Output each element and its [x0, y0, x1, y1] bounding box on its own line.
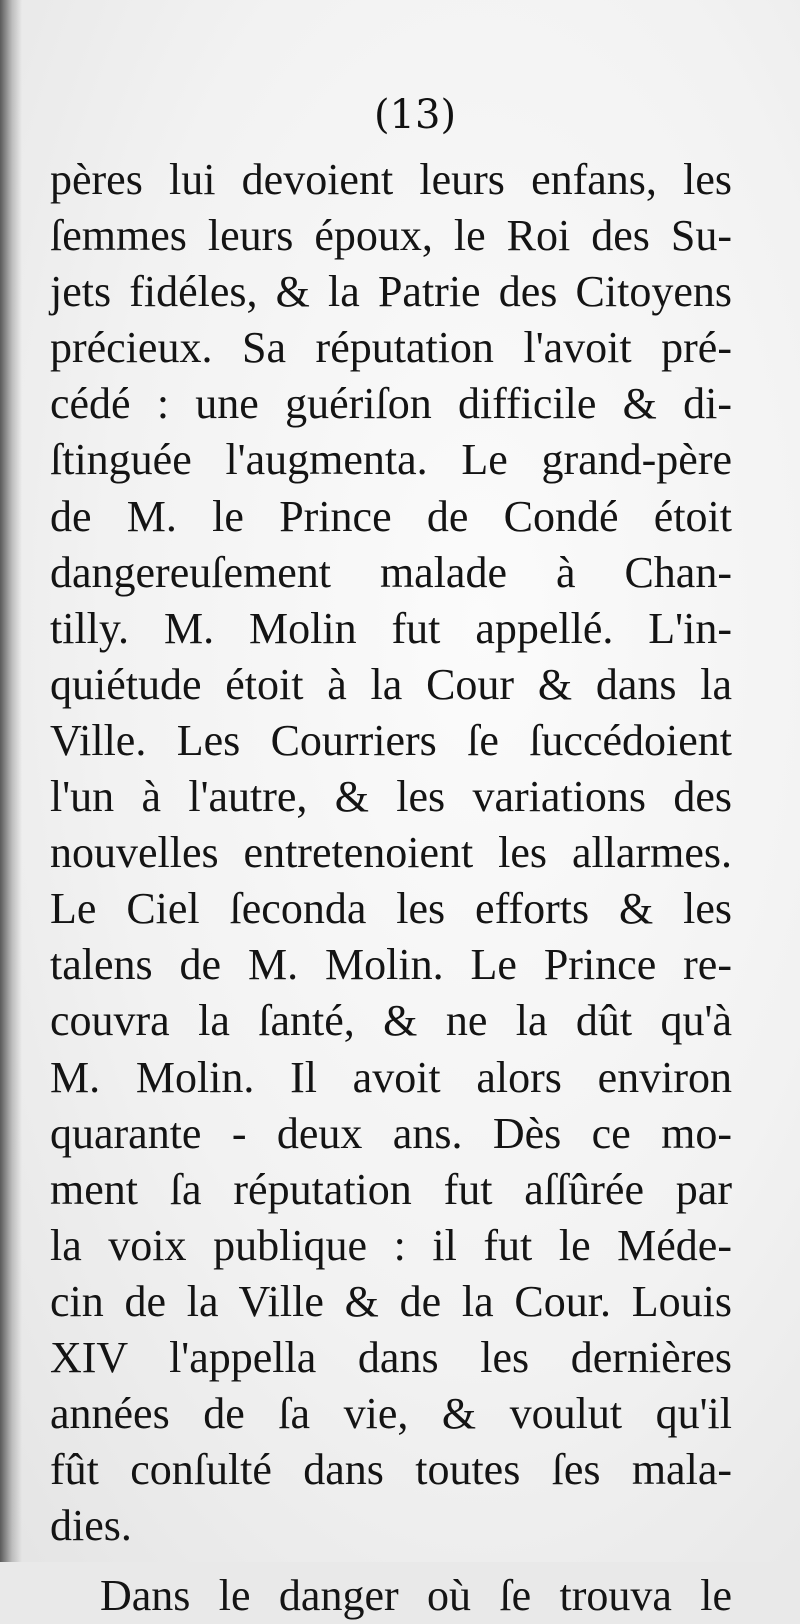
text-line: précieux. Sa réputation l'avoit pré- — [50, 323, 732, 373]
text-line: l'un à l'autre, & les variations des — [50, 772, 732, 822]
text-line: années de ſa vie, & voulut qu'il — [50, 1389, 732, 1439]
text-line: XIV l'appella dans les dernières — [50, 1332, 732, 1382]
text-line: fût conſulté dans toutes ſes mala- — [50, 1445, 732, 1495]
text-line: de M. le Prince de Condé étoit — [50, 491, 732, 541]
text-line: Le Ciel ſeconda les efforts & les — [50, 884, 732, 934]
text-line: talens de M. Molin. Le Prince re- — [50, 940, 732, 990]
text-line: tilly. M. Molin fut appellé. L'in- — [50, 603, 732, 653]
text-line: ſemmes leurs époux, le Roi des Su- — [50, 211, 732, 261]
text-line: cin de la Ville & de la Cour. Louis — [50, 1276, 732, 1326]
text-line: quiétude étoit à la Cour & dans la — [50, 659, 732, 709]
text-line: M. Molin. Il avoit alors environ — [50, 1052, 732, 1102]
text-line: couvra la ſanté, & ne la dût qu'à — [50, 996, 732, 1046]
text-line: Ville. Les Courriers ſe ſuccédoient — [50, 715, 732, 765]
paragraph-2 — [50, 1568, 732, 1624]
text-line: ſtinguée l'augmenta. Le grand-père — [50, 435, 732, 485]
text-line: Dans le danger où ſe trouva le — [100, 1571, 732, 1621]
text-line: dies. — [50, 1501, 132, 1551]
paragraph-gap — [50, 1554, 732, 1568]
paragraph-1 — [50, 152, 732, 1554]
text-line: nouvelles entretenoient les allarmes. — [50, 828, 732, 878]
page-number: (13) — [373, 92, 457, 138]
text-line: jets fidéles, & la Patrie des Citoyens — [50, 267, 732, 317]
text-line: quarante - deux ans. Dès ce mo- — [50, 1108, 732, 1158]
text-line: cédé : une guériſon difficile & di- — [50, 379, 732, 429]
text-line: la voix publique : il fut le Méde- — [50, 1220, 732, 1270]
body-text — [50, 152, 732, 1624]
text-line: ment ſa réputation fut aſſûrée par — [50, 1164, 732, 1214]
text-line: pères lui devoient leurs enfans, les — [50, 155, 732, 204]
text-line: dangereuſement malade à Chan- — [50, 547, 732, 597]
binding-shadow — [0, 0, 22, 1562]
